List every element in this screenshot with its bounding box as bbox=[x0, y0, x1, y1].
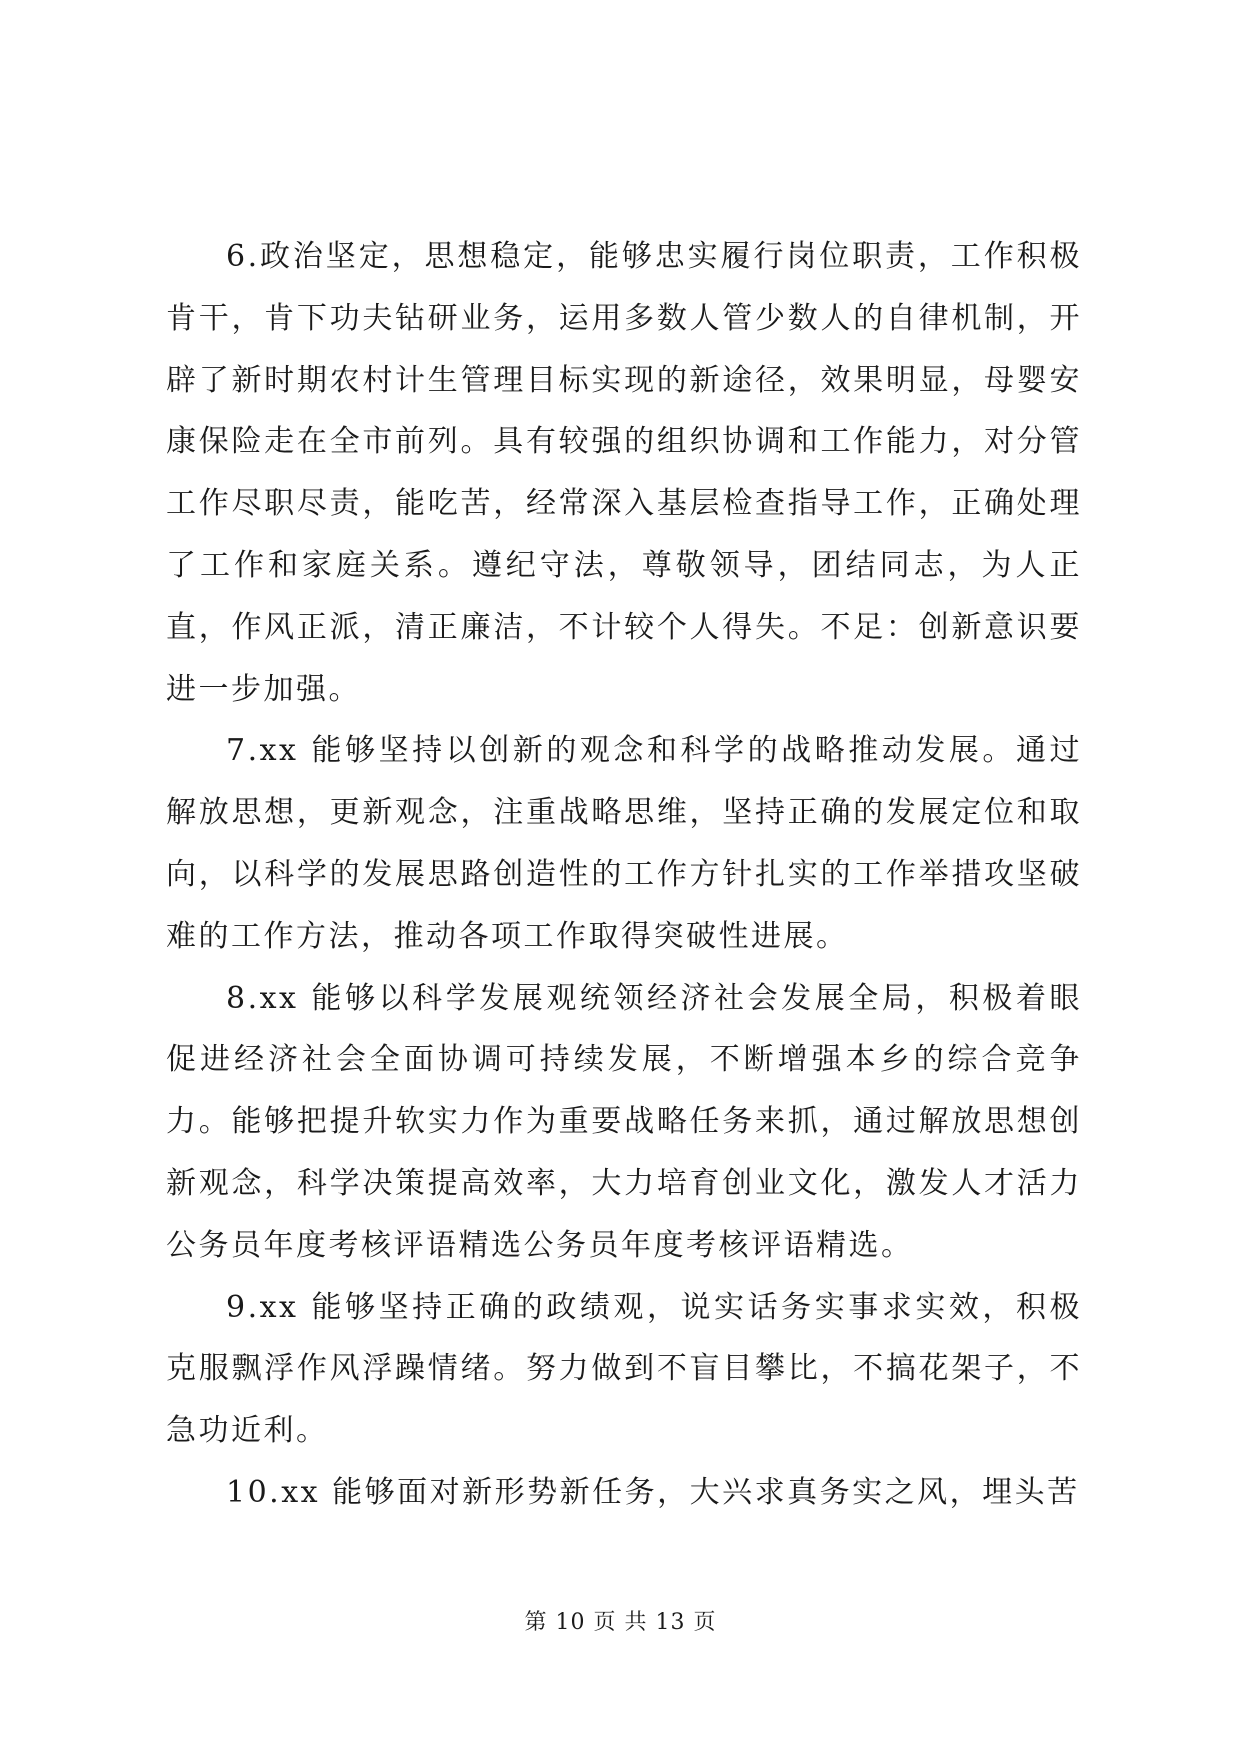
paragraph-7: 7.xx 能够坚持以创新的观念和科学的战略推动发展。通过解放思想，更新观念，注重战略思维，坚持正确的发展定位和取向，以科学的发展思路创造性的工作方针扎实的工作举措攻坚破难的工作方法，推动各项工作取得突破性进展。 bbox=[166, 733, 1082, 954]
paragraph-6: 6.政治坚定，思想稳定，能够忠实履行岗位职责，工作积极肯干，肯下功夫钻研业务，运用多数人管少数人的自律机制，开辟了新时期农村计生管理目标实现的新途径，效果明显，母婴安康保险走在全市前列。具有较强的组织协调和工作能力，对分管工作尽职尽责，能吃苦，经常深入基层检查指导工作，正确处理了工作和家庭关系。遵纪守法，尊敬领导，团结同志，为人正直，作风正派，清正廉洁，不计较个人得失。不足：创新意识要进一步加强。 bbox=[166, 239, 1082, 707]
document-body bbox=[166, 226, 1082, 1524]
paragraph-8: 8.xx 能够以科学发展观统领经济社会发展全局，积极着眼促进经济社会全面协调可持续发展，不断增强本乡的综合竞争力。能够把提升软实力作为重要战略任务来抓，通过解放思想创新观念，科学决策提高效率，大力培育创业文化，激发人才活力公务员年度考核评语精选公务员年度考核评语精选。 bbox=[166, 980, 1082, 1263]
paragraph-10: 10.xx 能够面对新形势新任务，大兴求真务实之风，埋头苦 bbox=[226, 1474, 1080, 1510]
page-number-footer: 第 10 页 共 13 页 bbox=[524, 1610, 717, 1635]
paragraph-9: 9.xx 能够坚持正确的政绩观，说实话务实事求实效，积极克服飘浮作风浮躁情绪。努力做到不盲目攀比，不搞花架子，不急功近利。 bbox=[166, 1289, 1082, 1449]
